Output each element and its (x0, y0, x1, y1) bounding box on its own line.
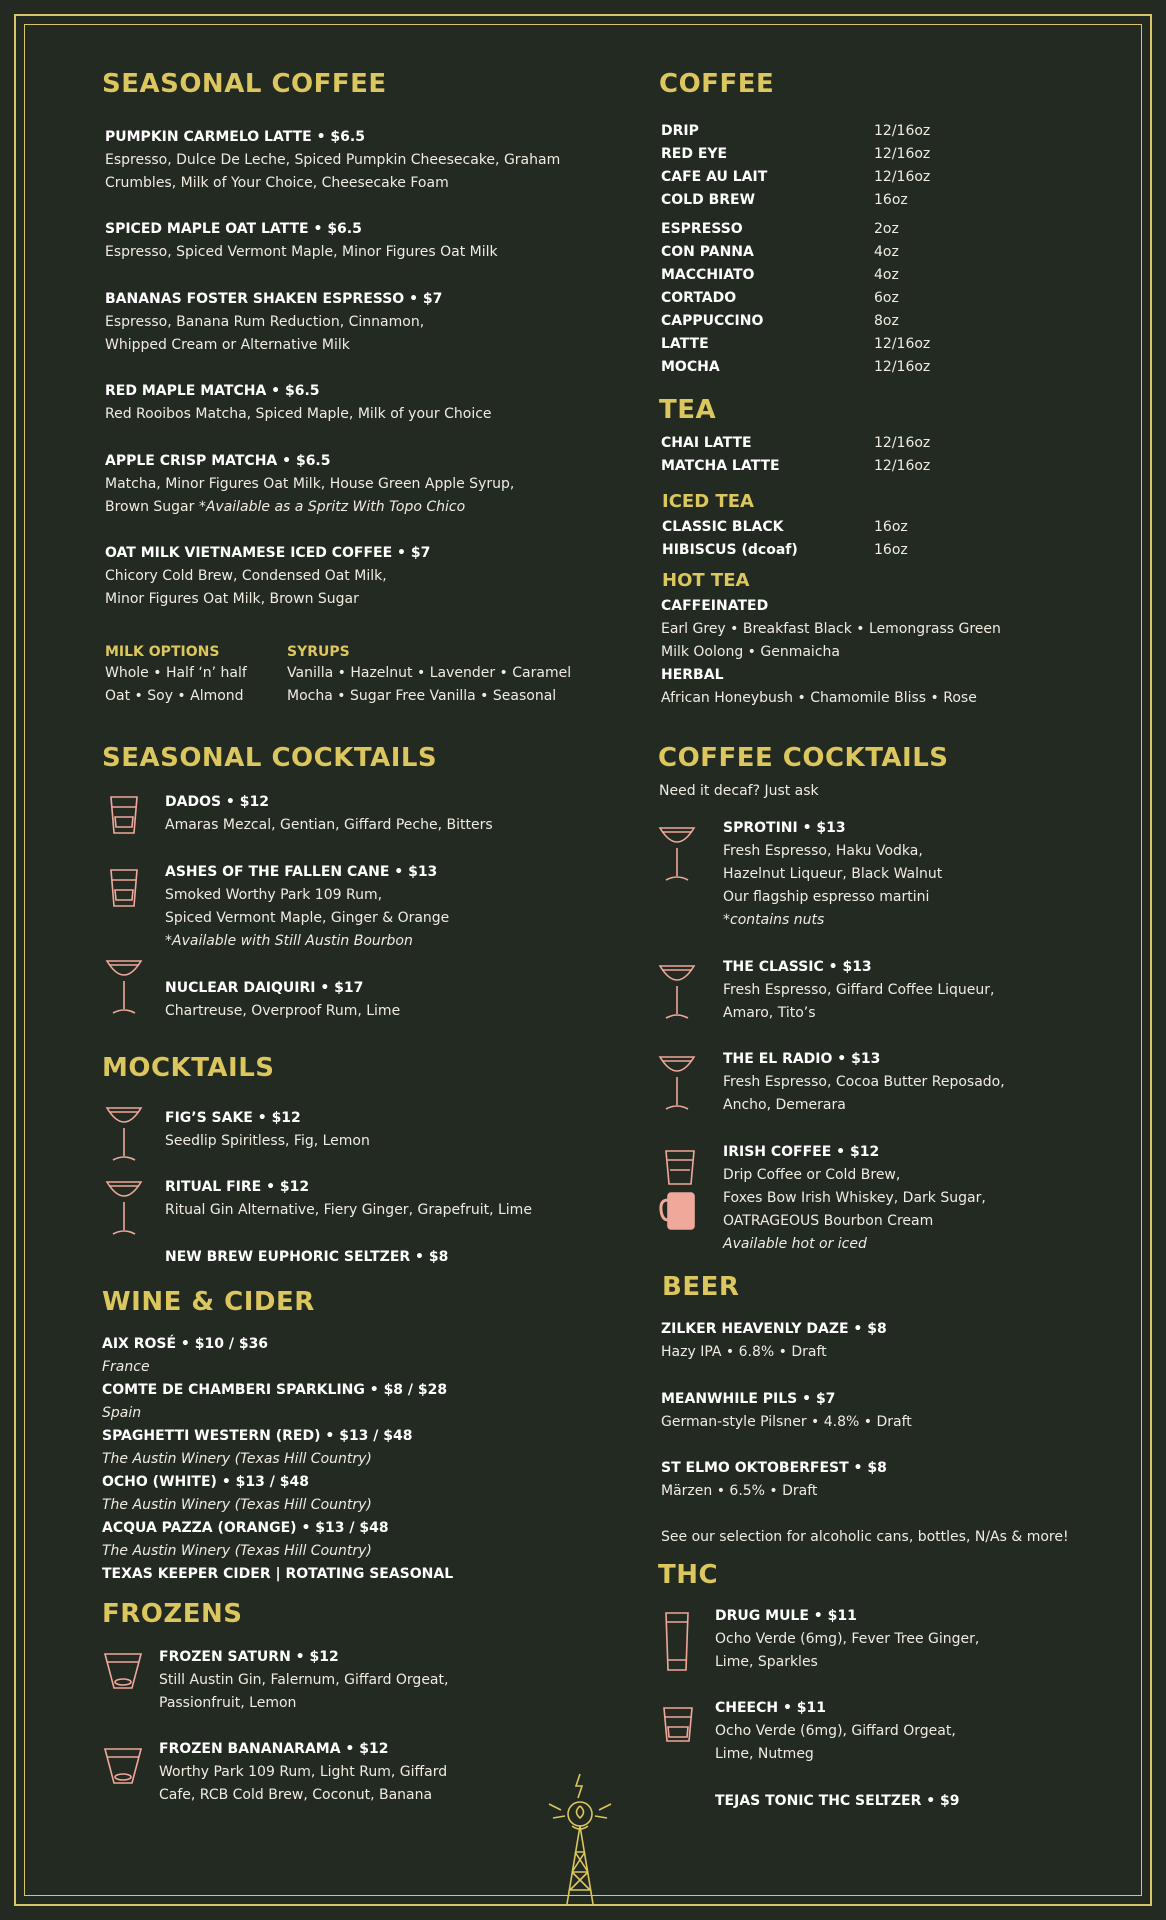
mocktail-item (165, 1246, 605, 1269)
item-name: ASHES OF THE FALLEN CANE • $13 (165, 864, 438, 880)
section-title: FROZENS (102, 1599, 243, 1629)
item-name: SPROTINI • $13 (723, 820, 846, 836)
frozen-item (159, 1738, 599, 1807)
item-name: ZILKER HEAVENLY DAZE • $8 (661, 1321, 887, 1337)
milk-options (105, 642, 285, 708)
coffee-cocktail-item (723, 1048, 1123, 1117)
item-name: APPLE CRISP MATCHA • $6.5 (105, 453, 331, 469)
item-name: CHEECH • $11 (715, 1700, 827, 1716)
coffee-row (661, 189, 1081, 212)
section-title: SEASONAL COFFEE (102, 69, 387, 99)
drink-name: CAFE AU LAIT (661, 169, 768, 185)
coffee-row (661, 143, 1081, 166)
wine-list (102, 1333, 602, 1586)
item-desc: Cafe, RCB Cold Brew, Coconut, Banana (159, 1787, 433, 1803)
cocktail-item (165, 791, 605, 837)
section-subtitle: Need it decaf? Just ask (659, 783, 819, 799)
item-desc: Drip Coffee or Cold Brew, (723, 1167, 901, 1183)
section-title: COFFEE COCKTAILS (658, 743, 949, 773)
coffee-row (661, 310, 1081, 333)
item-name: BANANAS FOSTER SHAKEN ESPRESSO • $7 (105, 291, 443, 307)
drink-name: ESPRESSO (661, 221, 743, 237)
wine-origin: France (102, 1359, 150, 1375)
coupe-glass-icon (657, 822, 693, 872)
item-name: FIG’S SAKE • $12 (165, 1110, 301, 1126)
drink-name: LATTE (661, 336, 709, 352)
thc-title-wrap (658, 1559, 718, 1591)
item-desc: Our flagship espresso martini (723, 889, 930, 905)
drink-size: 12/16oz (874, 336, 931, 352)
item-desc: Espresso, Dulce De Leche, Spiced Pumpkin Cheesecake, Graham (105, 152, 561, 168)
item-desc (105, 496, 514, 519)
drink-name: MACCHIATO (661, 267, 755, 283)
wine-origin: The Austin Winery (Texas Hill Country) (102, 1543, 372, 1559)
tea-row (661, 455, 1081, 478)
tea-line: African Honeybush • Chamomile Bliss • Rose (661, 690, 977, 706)
coffee-row (661, 287, 1081, 310)
tea-row (662, 516, 1082, 539)
item-desc: Chicory Cold Brew, Condensed Oat Milk, (105, 568, 387, 584)
item-desc: Hazelnut Liqueur, Black Walnut (723, 866, 943, 882)
item-note: *Available as a Spritz With Topo Chico (198, 499, 466, 515)
menu-item (105, 450, 514, 519)
radio-tower-rose-icon (545, 1772, 615, 1906)
drink-size: 16oz (874, 192, 908, 208)
tea-row (662, 539, 1082, 562)
drink-name: CAPPUCCINO (661, 313, 764, 329)
coffee-row (661, 241, 1081, 264)
item-name: TEJAS TONIC THC SELTZER • $9 (715, 1793, 960, 1809)
tea-list (661, 432, 1081, 478)
coupe-glass-icon (104, 955, 140, 1005)
seasonal-coffee-section (102, 68, 602, 100)
section-title: THC (658, 1560, 719, 1590)
drink-size: 16oz (874, 542, 908, 558)
item-desc: German-style Pilsner • 4.8% • Draft (661, 1414, 912, 1430)
drink-name: DRIP (661, 123, 699, 139)
item-name: MEANWHILE PILS • $7 (661, 1391, 836, 1407)
item-desc: Espresso, Spiced Vermont Maple, Minor Figures Oat Milk (105, 244, 498, 260)
coupe-glass-icon (657, 960, 693, 1010)
beer-note: See our selection for alcoholic cans, bottles, N/As & more! (661, 1529, 1069, 1545)
item-desc: Matcha, Minor Figures Oat Milk, House Green Apple Syrup, (105, 476, 515, 492)
item-desc: Crumbles, Milk of Your Choice, Cheesecake Foam (105, 175, 449, 191)
item-name: PUMPKIN CARMELO LATTE • $6.5 (105, 129, 365, 145)
drink-name: HIBISCUS (dcoaf) (662, 542, 798, 558)
frozens-title-wrap (102, 1598, 242, 1630)
item-desc: Fresh Espresso, Cocoa Butter Reposado, (723, 1074, 1005, 1090)
item-name: THE EL RADIO • $13 (723, 1051, 881, 1067)
drink-name: COLD BREW (661, 192, 756, 208)
hot-tea-title-wrap (662, 569, 749, 593)
beer-item (661, 1457, 887, 1503)
item-desc: Seedlip Spiritless, Fig, Lemon (165, 1133, 370, 1149)
coffee-list (661, 120, 1081, 379)
wine-name: AIX ROSÉ • $10 / $36 (102, 1336, 269, 1352)
wine-name: TEXAS KEEPER CIDER | ROTATING SEASONAL (102, 1566, 454, 1582)
drink-name: RED EYE (661, 146, 728, 162)
item-desc: Fresh Espresso, Giffard Coffee Liqueur, (723, 982, 995, 998)
mocktails-title-wrap (102, 1052, 275, 1084)
item-desc: Fresh Espresso, Haku Vodka, (723, 843, 923, 859)
subsection-title: HOT TEA (662, 570, 750, 591)
menu-item (105, 380, 492, 426)
syrups-title: SYRUPS (287, 644, 350, 660)
drink-size: 12/16oz (874, 123, 931, 139)
hot-tea-list (661, 595, 1101, 710)
section-title: TEA (659, 395, 717, 425)
drink-size: 4oz (874, 267, 899, 283)
coupe-glass-icon (657, 1051, 693, 1101)
rocks-glass-icon (106, 793, 142, 843)
wine-origin: The Austin Winery (Texas Hill Country) (102, 1451, 372, 1467)
item-desc: Hazy IPA • 6.8% • Draft (661, 1344, 827, 1360)
item-desc: Chartreuse, Overproof Rum, Lime (165, 1003, 401, 1019)
syrups (287, 642, 607, 708)
syrup-line: Mocha • Sugar Free Vanilla • Seasonal (287, 688, 557, 704)
item-name: ST ELMO OKTOBERFEST • $8 (661, 1460, 887, 1476)
iced-tea-list (662, 516, 1082, 562)
drink-size: 12/16oz (874, 359, 931, 375)
item-desc: Amaro, Tito’s (723, 1005, 816, 1021)
item-desc: Ancho, Demerara (723, 1097, 846, 1113)
wine-name: ACQUA PAZZA (ORANGE) • $13 / $48 (102, 1520, 389, 1536)
item-desc: OATRAGEOUS Bourbon Cream (723, 1213, 934, 1229)
tea-category: CAFFEINATED (661, 598, 769, 614)
item-desc: Amaras Mezcal, Gentian, Giffard Peche, Bitters (165, 817, 493, 833)
item-desc: Lime, Nutmeg (715, 1746, 814, 1762)
wine-origin: Spain (102, 1405, 142, 1421)
item-name: DADOS • $12 (165, 794, 269, 810)
wine-origin: The Austin Winery (Texas Hill Country) (102, 1497, 372, 1513)
item-desc: Spiced Vermont Maple, Ginger & Orange (165, 910, 450, 926)
section-title: BEER (662, 1272, 740, 1302)
drink-name: CON PANNA (661, 244, 754, 260)
item-name: SPICED MAPLE OAT LATTE • $6.5 (105, 221, 362, 237)
section-title: MOCKTAILS (102, 1053, 275, 1083)
section-title: SEASONAL COCKTAILS (102, 743, 438, 773)
coffee-cocktails-title-wrap (658, 742, 949, 774)
drink-name: MOCHA (661, 359, 720, 375)
seasonal-cocktails-title-wrap (102, 742, 437, 774)
mocktail-item (165, 1107, 605, 1153)
item-desc: Märzen • 6.5% • Draft (661, 1483, 818, 1499)
item-name: NEW BREW EUPHORIC SELTZER • $8 (165, 1249, 449, 1265)
coffee-cocktail-item (723, 956, 1123, 1025)
tea-line: Milk Oolong • Genmaicha (661, 644, 840, 660)
drink-size: 2oz (874, 221, 899, 237)
iced-tea-title-wrap (662, 490, 754, 514)
item-name: RITUAL FIRE • $12 (165, 1179, 310, 1195)
drink-size: 16oz (874, 519, 908, 535)
drink-size: 12/16oz (874, 146, 931, 162)
item-name: FROZEN SATURN • $12 (159, 1649, 339, 1665)
item-desc: Smoked Worthy Park 109 Rum, (165, 887, 383, 903)
frozen-item (159, 1646, 599, 1715)
wine-name: COMTE DE CHAMBERI SPARKLING • $8 / $28 (102, 1382, 448, 1398)
item-desc: Foxes Bow Irish Whiskey, Dark Sugar, (723, 1190, 986, 1206)
menu-item (105, 218, 498, 264)
item-desc: Minor Figures Oat Milk, Brown Sugar (105, 591, 359, 607)
section-title: COFFEE (659, 69, 775, 99)
item-desc: Lime, Sparkles (715, 1654, 818, 1670)
coffee-row (661, 218, 1081, 241)
beer-item (661, 1388, 912, 1434)
frozen-glass-icon (102, 1745, 138, 1795)
coffee-row (661, 356, 1081, 379)
tea-row (661, 432, 1081, 455)
beer-title-wrap (662, 1271, 739, 1303)
item-desc: Whipped Cream or Alternative Milk (105, 337, 350, 353)
menu-item (105, 288, 442, 357)
drink-size: 12/16oz (874, 435, 931, 451)
item-note: *contains nuts (723, 912, 825, 928)
coffee-row (661, 333, 1081, 356)
coffee-row (661, 166, 1081, 189)
item-note: Available hot or iced (723, 1236, 867, 1252)
coffee-title-wrap (659, 68, 774, 100)
menu-item (105, 542, 430, 611)
item-desc: Ocho Verde (6mg), Fever Tree Ginger, (715, 1631, 980, 1647)
coffee-row (661, 264, 1081, 287)
milk-option-line: Whole • Half ‘n’ half (105, 665, 247, 681)
thc-item (715, 1697, 1115, 1766)
wine-name: SPAGHETTI WESTERN (RED) • $13 / $48 (102, 1428, 413, 1444)
highball-glass-icon (662, 1610, 698, 1660)
item-name: IRISH COFFEE • $12 (723, 1144, 880, 1160)
thc-item (715, 1790, 1115, 1813)
item-desc: Worthy Park 109 Rum, Light Rum, Giffard (159, 1764, 448, 1780)
item-desc: Espresso, Banana Rum Reduction, Cinnamon, (105, 314, 425, 330)
cocktail-item (165, 861, 605, 953)
milk-options-title: MILK OPTIONS (105, 644, 220, 660)
item-name: RED MAPLE MATCHA • $6.5 (105, 383, 320, 399)
tea-category: HERBAL (661, 667, 724, 683)
tea-title-wrap (659, 394, 716, 426)
item-desc: Red Rooibos Matcha, Spiced Maple, Milk of your Choice (105, 406, 492, 422)
item-desc: Passionfruit, Lemon (159, 1695, 297, 1711)
tea-line: Earl Grey • Breakfast Black • Lemongrass Green (661, 621, 1001, 637)
thc-item (715, 1605, 1115, 1674)
coffee-cocktail-item (723, 1141, 1143, 1256)
wine-name: OCHO (WHITE) • $13 / $48 (102, 1474, 309, 1490)
drink-name: CHAI LATTE (661, 435, 752, 451)
item-note: *Available with Still Austin Bourbon (165, 933, 413, 949)
item-name: FROZEN BANANARAMA • $12 (159, 1741, 389, 1757)
beer-item (661, 1318, 887, 1364)
drink-size: 4oz (874, 244, 899, 260)
coupe-glass-icon (104, 1102, 140, 1152)
rocks-glass-icon (106, 866, 142, 916)
drink-name: CLASSIC BLACK (662, 519, 784, 535)
drink-name: MATCHA LATTE (661, 458, 780, 474)
mug-icon (658, 1190, 694, 1240)
rocks-glass-icon (660, 1705, 696, 1755)
subsection-title: ICED TEA (662, 491, 754, 512)
item-desc-plain: Brown Sugar (105, 499, 199, 515)
drink-name: CORTADO (661, 290, 737, 306)
wine-title-wrap (102, 1286, 315, 1318)
drink-size: 12/16oz (874, 169, 931, 185)
syrup-line: Vanilla • Hazelnut • Lavender • Caramel (287, 665, 572, 681)
frozen-glass-icon (102, 1650, 138, 1700)
item-name: NUCLEAR DAIQUIRI • $17 (165, 980, 364, 996)
coffee-cocktail-item (723, 817, 1123, 932)
item-name: OAT MILK VIETNAMESE ICED COFFEE • $7 (105, 545, 431, 561)
coffee-row (661, 120, 1081, 143)
section-title: WINE & CIDER (102, 1287, 315, 1317)
menu-item (105, 126, 560, 195)
item-name: DRUG MULE • $11 (715, 1608, 857, 1624)
milk-option-line: Oat • Soy • Almond (105, 688, 244, 704)
item-desc: Ritual Gin Alternative, Fiery Ginger, Grapefruit, Lime (165, 1202, 532, 1218)
drink-size: 6oz (874, 290, 899, 306)
drink-size: 8oz (874, 313, 899, 329)
mocktail-item (165, 1176, 605, 1222)
item-desc: Ocho Verde (6mg), Giffard Orgeat, (715, 1723, 956, 1739)
item-name: THE CLASSIC • $13 (723, 959, 872, 975)
coffee-cocktails-subtitle-wrap (659, 780, 819, 803)
coupe-glass-icon (104, 1176, 140, 1226)
cocktail-item (165, 977, 605, 1023)
drink-size: 12/16oz (874, 458, 931, 474)
item-desc: Still Austin Gin, Falernum, Giffard Orgeat, (159, 1672, 449, 1688)
